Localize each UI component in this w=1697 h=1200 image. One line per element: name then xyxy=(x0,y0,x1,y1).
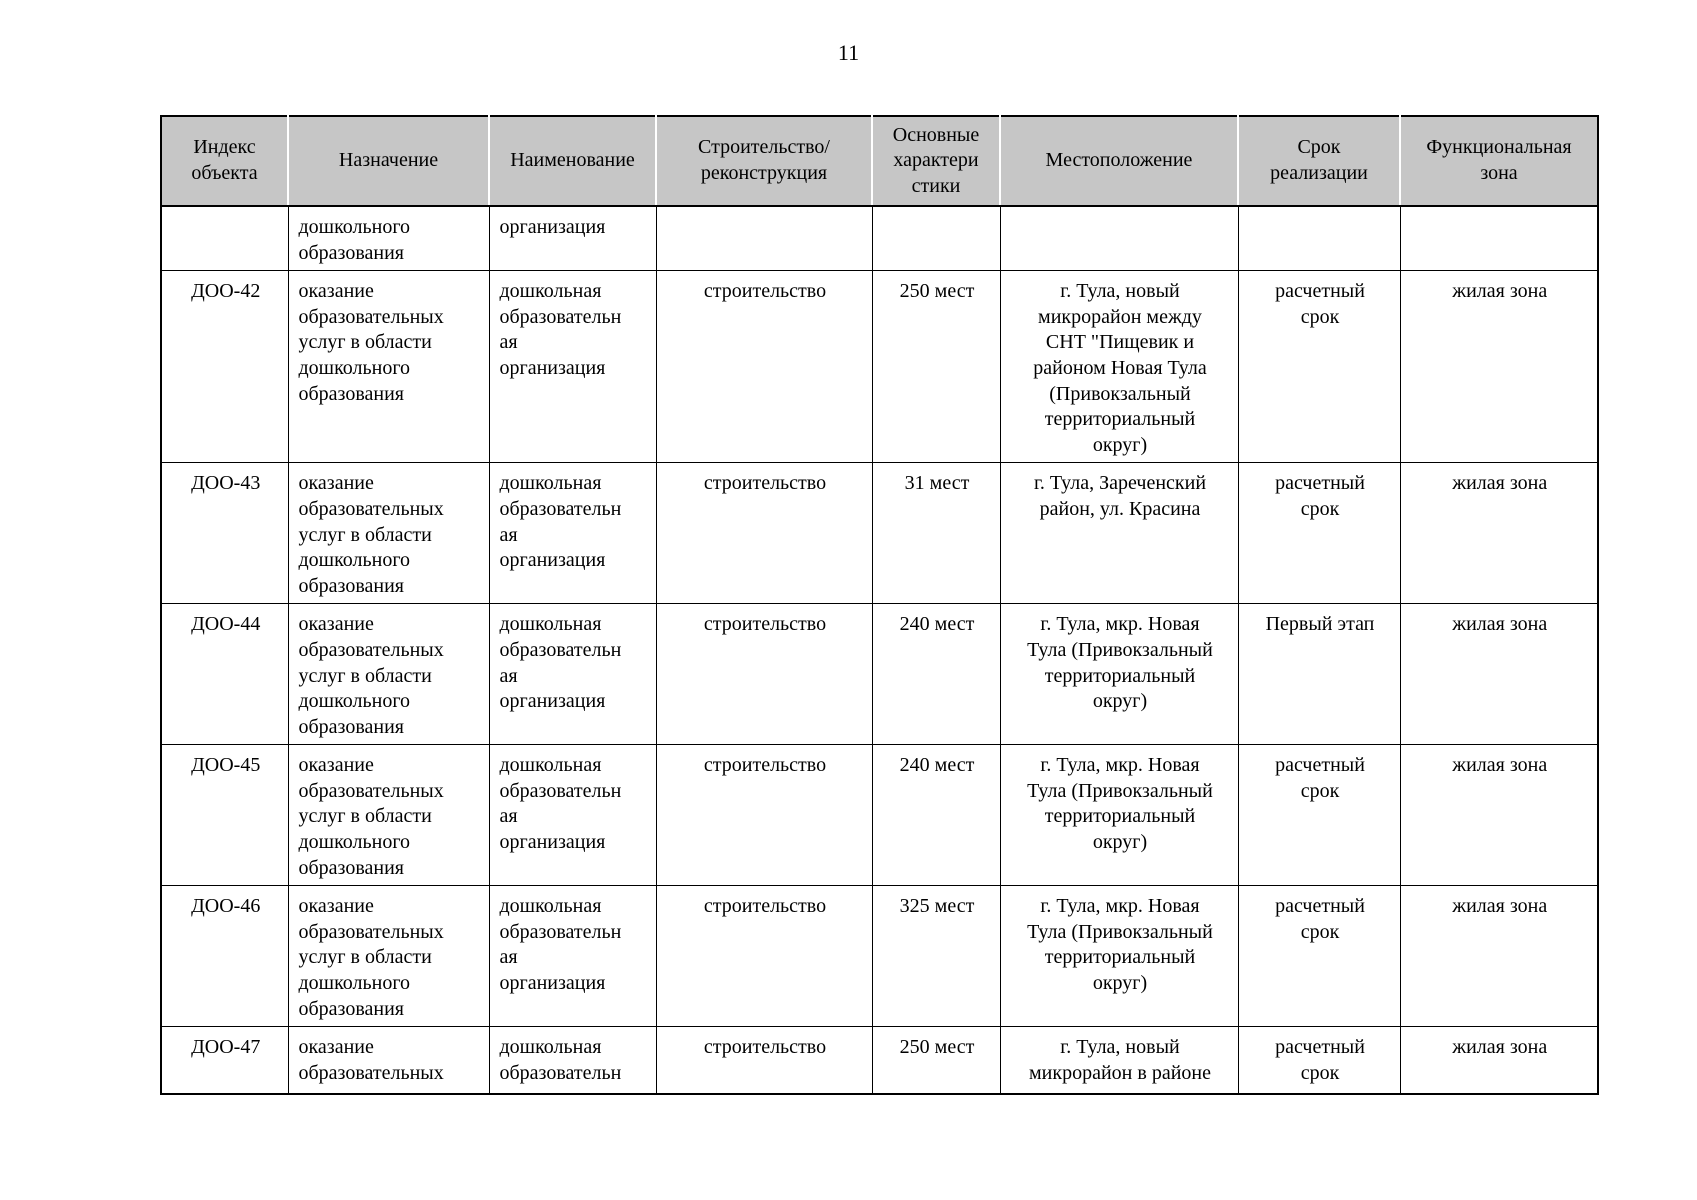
header-term: Срок реализации xyxy=(1238,116,1400,206)
header-index: Индекс объекта xyxy=(161,116,288,206)
table-row xyxy=(161,463,1598,604)
cell-location: г. Тула, мкр. Новая Тула (Привокзальный территориальный округ) xyxy=(1000,604,1238,745)
cell-location: г. Тула, новый микрорайон в районе xyxy=(1000,1027,1238,1094)
cell-term: расчетный срок xyxy=(1238,463,1400,604)
cell-zone: жилая зона xyxy=(1400,604,1598,745)
header-row xyxy=(161,116,1598,206)
cell-name: дошкольная образовательн ая организация xyxy=(489,271,656,463)
cell-construction: строительство xyxy=(656,745,872,886)
cell-term xyxy=(1238,206,1400,271)
header-name: Наименование xyxy=(489,116,656,206)
cell-purpose: оказание образовательных услуг в области дошкольного образования xyxy=(288,271,489,463)
table-row xyxy=(161,745,1598,886)
cell-purpose: дошкольного образования xyxy=(288,206,489,271)
table-row xyxy=(161,886,1598,1027)
cell-index: ДОО-47 xyxy=(161,1027,288,1094)
cell-zone: жилая зона xyxy=(1400,463,1598,604)
cell-construction: строительство xyxy=(656,1027,872,1094)
cell-construction xyxy=(656,206,872,271)
cell-index xyxy=(161,206,288,271)
header-characteristics: Основные характери стики xyxy=(872,116,1000,206)
cell-term: расчетный срок xyxy=(1238,1027,1400,1094)
cell-index: ДОО-44 xyxy=(161,604,288,745)
cell-term: Первый этап xyxy=(1238,604,1400,745)
cell-location: г. Тула, мкр. Новая Тула (Привокзальный территориальный округ) xyxy=(1000,745,1238,886)
cell-name: организация xyxy=(489,206,656,271)
table-body xyxy=(161,206,1598,1094)
table-row xyxy=(161,271,1598,463)
cell-purpose: оказание образовательных услуг в области дошкольного образования xyxy=(288,604,489,745)
cell-location: г. Тула, Зареченский район, ул. Красина xyxy=(1000,463,1238,604)
cell-purpose: оказание образовательных xyxy=(288,1027,489,1094)
cell-characteristics: 250 мест xyxy=(872,271,1000,463)
cell-index: ДОО-43 xyxy=(161,463,288,604)
cell-name: дошкольная образовательн ая организация xyxy=(489,886,656,1027)
cell-term: расчетный срок xyxy=(1238,271,1400,463)
cell-location: г. Тула, мкр. Новая Тула (Привокзальный территориальный округ) xyxy=(1000,886,1238,1027)
table-row xyxy=(161,1027,1598,1094)
cell-zone xyxy=(1400,206,1598,271)
cell-zone: жилая зона xyxy=(1400,1027,1598,1094)
cell-zone: жилая зона xyxy=(1400,745,1598,886)
table-row xyxy=(161,206,1598,271)
cell-construction: строительство xyxy=(656,886,872,1027)
cell-name: дошкольная образовательн ая организация xyxy=(489,463,656,604)
cell-name: дошкольная образовательн ая организация xyxy=(489,745,656,886)
cell-zone: жилая зона xyxy=(1400,271,1598,463)
table-row xyxy=(161,604,1598,745)
cell-characteristics: 250 мест xyxy=(872,1027,1000,1094)
cell-characteristics: 31 мест xyxy=(872,463,1000,604)
cell-location xyxy=(1000,206,1238,271)
objects-table xyxy=(160,115,1599,1095)
header-construction: Строительство/ реконструкция xyxy=(656,116,872,206)
page-number: 11 xyxy=(837,40,860,65)
cell-characteristics: 240 мест xyxy=(872,604,1000,745)
cell-index: ДОО-45 xyxy=(161,745,288,886)
cell-term: расчетный срок xyxy=(1238,745,1400,886)
cell-name: дошкольная образовательн xyxy=(489,1027,656,1094)
cell-zone: жилая зона xyxy=(1400,886,1598,1027)
cell-characteristics: 240 мест xyxy=(872,745,1000,886)
cell-index: ДОО-42 xyxy=(161,271,288,463)
cell-purpose: оказание образовательных услуг в области дошкольного образования xyxy=(288,745,489,886)
cell-characteristics xyxy=(872,206,1000,271)
cell-construction: строительство xyxy=(656,604,872,745)
cell-purpose: оказание образовательных услуг в области дошкольного образования xyxy=(288,886,489,1027)
cell-characteristics: 325 мест xyxy=(872,886,1000,1027)
cell-location: г. Тула, новый микрорайон между СНТ "Пищевик и районом Новая Тула (Привокзальный территориальный округ) xyxy=(1000,271,1238,463)
header-zone: Функциональная зона xyxy=(1400,116,1598,206)
table-header xyxy=(161,116,1598,206)
cell-name: дошкольная образовательн ая организация xyxy=(489,604,656,745)
cell-term: расчетный срок xyxy=(1238,886,1400,1027)
cell-construction: строительство xyxy=(656,463,872,604)
cell-purpose: оказание образовательных услуг в области дошкольного образования xyxy=(288,463,489,604)
header-purpose: Назначение xyxy=(288,116,489,206)
header-location: Местоположение xyxy=(1000,116,1238,206)
cell-construction: строительство xyxy=(656,271,872,463)
cell-index: ДОО-46 xyxy=(161,886,288,1027)
